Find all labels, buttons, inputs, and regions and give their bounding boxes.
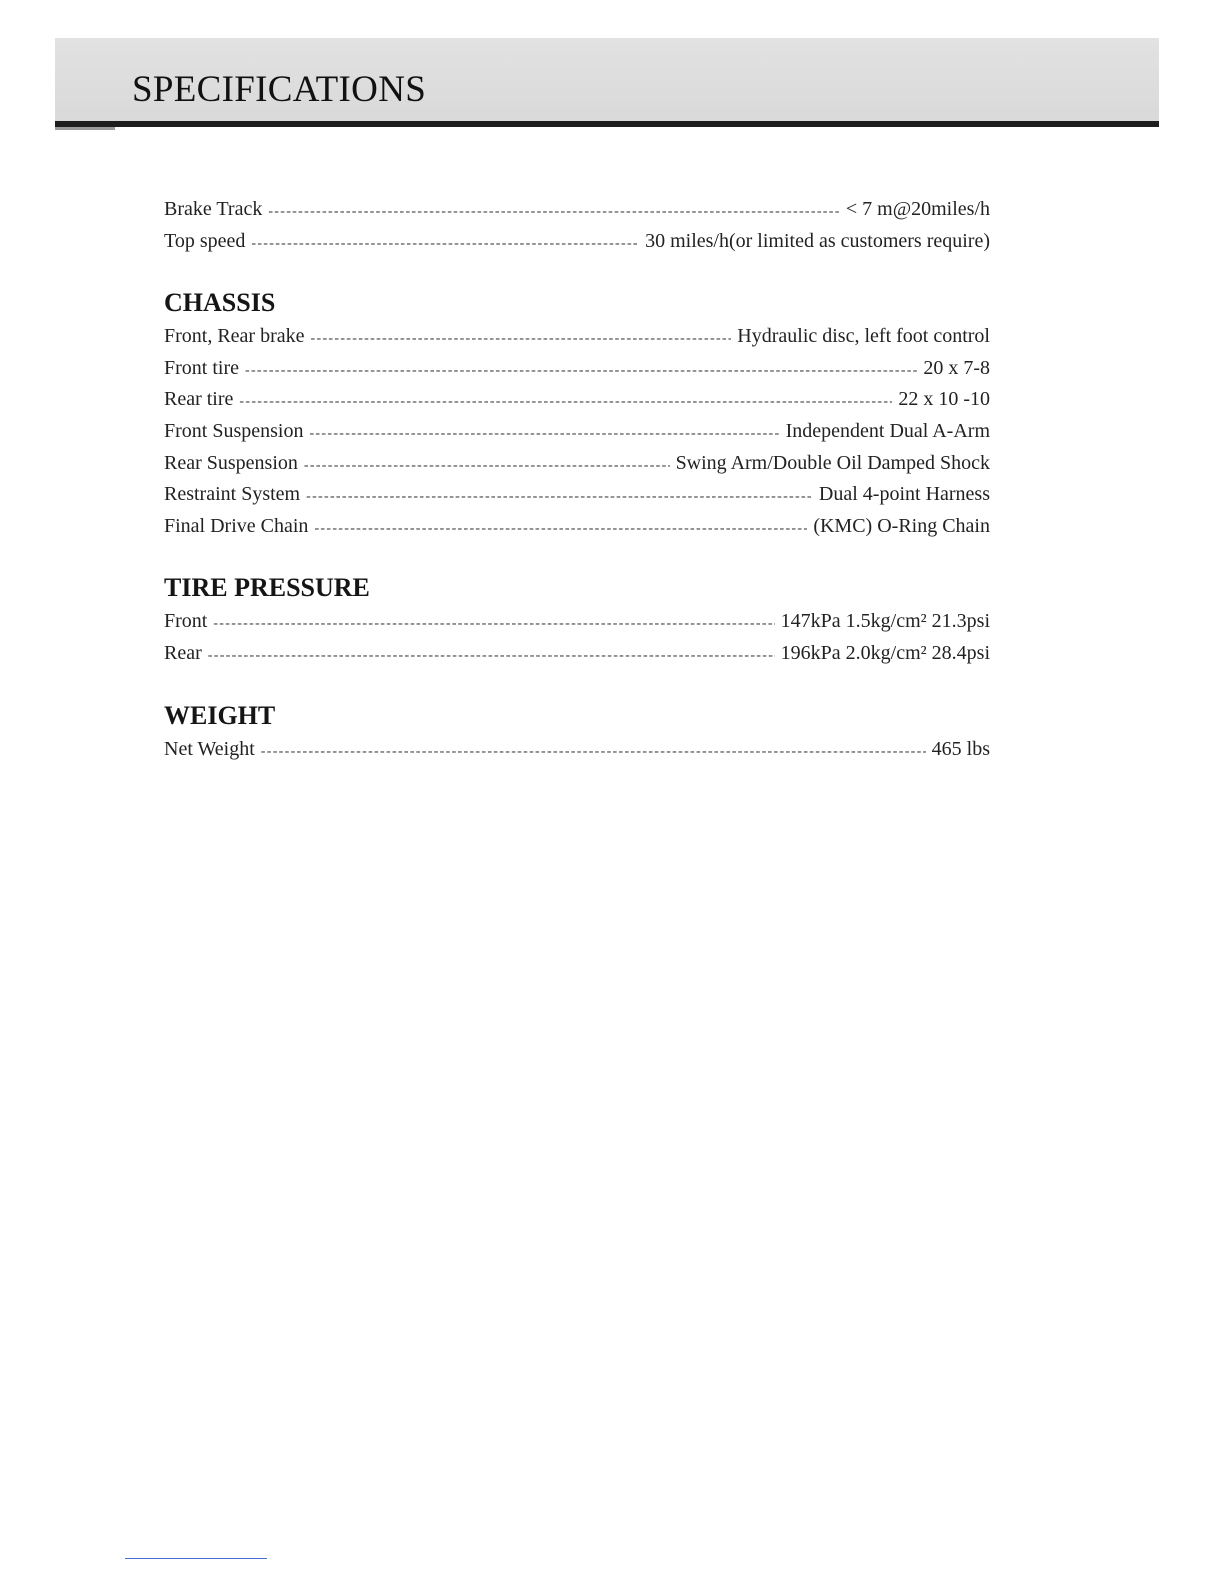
spec-label: Front, Rear brake	[164, 325, 305, 348]
spec-value: 196kPa 2.0kg/cm² 28.4psi	[780, 641, 990, 664]
spec-value: Dual 4-point Harness	[818, 483, 990, 506]
spec-value: 22 x 10 -10	[898, 388, 990, 411]
general-specs	[164, 194, 990, 257]
dot-leader	[213, 608, 774, 640]
spec-row-final-drive-chain	[164, 511, 990, 543]
spec-row-brake	[164, 321, 990, 353]
dot-leader	[268, 196, 840, 228]
spec-row-restraint-system	[164, 479, 990, 511]
spec-value: < 7 m@20miles/h	[845, 198, 990, 220]
spec-row-front-tire	[164, 353, 990, 385]
spec-value: (KMC) O-Ring Chain	[813, 514, 990, 537]
dot-leader	[311, 323, 732, 355]
header-rule-shadow	[55, 127, 115, 130]
spec-label: Front Suspension	[164, 419, 304, 442]
spec-label: Restraint System	[164, 483, 301, 506]
spec-row-front-suspension	[164, 416, 990, 448]
dot-leader	[208, 640, 775, 672]
weight-section	[164, 698, 990, 766]
footer-rule	[125, 1558, 267, 1559]
spec-row-top-speed	[164, 226, 990, 258]
spec-value: 30 miles/h(or limited as customers require)	[645, 229, 990, 252]
dot-leader	[304, 450, 670, 482]
page-title: SPECIFICATIONS	[132, 69, 427, 110]
spec-value: 147kPa 1.5kg/cm² 21.3psi	[780, 610, 990, 633]
spec-label: Net Weight	[164, 737, 255, 760]
spec-value: 465 lbs	[931, 737, 990, 760]
spec-label: Rear Suspension	[164, 451, 298, 474]
spec-content	[164, 194, 990, 765]
dot-leader	[309, 418, 779, 450]
dot-leader	[251, 228, 639, 260]
dot-leader	[314, 513, 807, 545]
spec-label: Front	[164, 610, 208, 633]
spec-label: Front tire	[164, 356, 239, 379]
header-rule	[55, 121, 1159, 127]
spec-label: Rear	[164, 641, 202, 664]
spec-row-rear-suspension	[164, 448, 990, 480]
spec-label: Rear tire	[164, 388, 234, 411]
spec-row-brake-track	[164, 194, 990, 226]
spec-row-front-pressure	[164, 606, 990, 638]
chassis-section	[164, 285, 990, 542]
tire-pressure-section	[164, 570, 990, 669]
spec-label: Brake Track	[164, 198, 263, 220]
dot-leader	[239, 386, 892, 418]
dot-leader	[261, 736, 926, 768]
spec-row-rear-pressure	[164, 638, 990, 670]
dot-leader	[306, 481, 813, 513]
spec-value: 20 x 7-8	[923, 356, 990, 379]
spec-label: Top speed	[164, 229, 246, 252]
spec-row-net-weight	[164, 734, 990, 766]
spec-value: Independent Dual A-Arm	[785, 419, 990, 442]
dot-leader	[245, 355, 917, 387]
spec-value: Swing Arm/Double Oil Damped Shock	[675, 451, 990, 474]
spec-value: Hydraulic disc, left foot control	[737, 325, 990, 348]
spec-label: Final Drive Chain	[164, 514, 309, 537]
section-heading-chassis: CHASSIS	[164, 288, 276, 318]
spec-row-rear-tire	[164, 384, 990, 416]
section-heading-tire-pressure: TIRE PRESSURE	[164, 573, 370, 603]
section-heading-weight: WEIGHT	[164, 700, 276, 730]
